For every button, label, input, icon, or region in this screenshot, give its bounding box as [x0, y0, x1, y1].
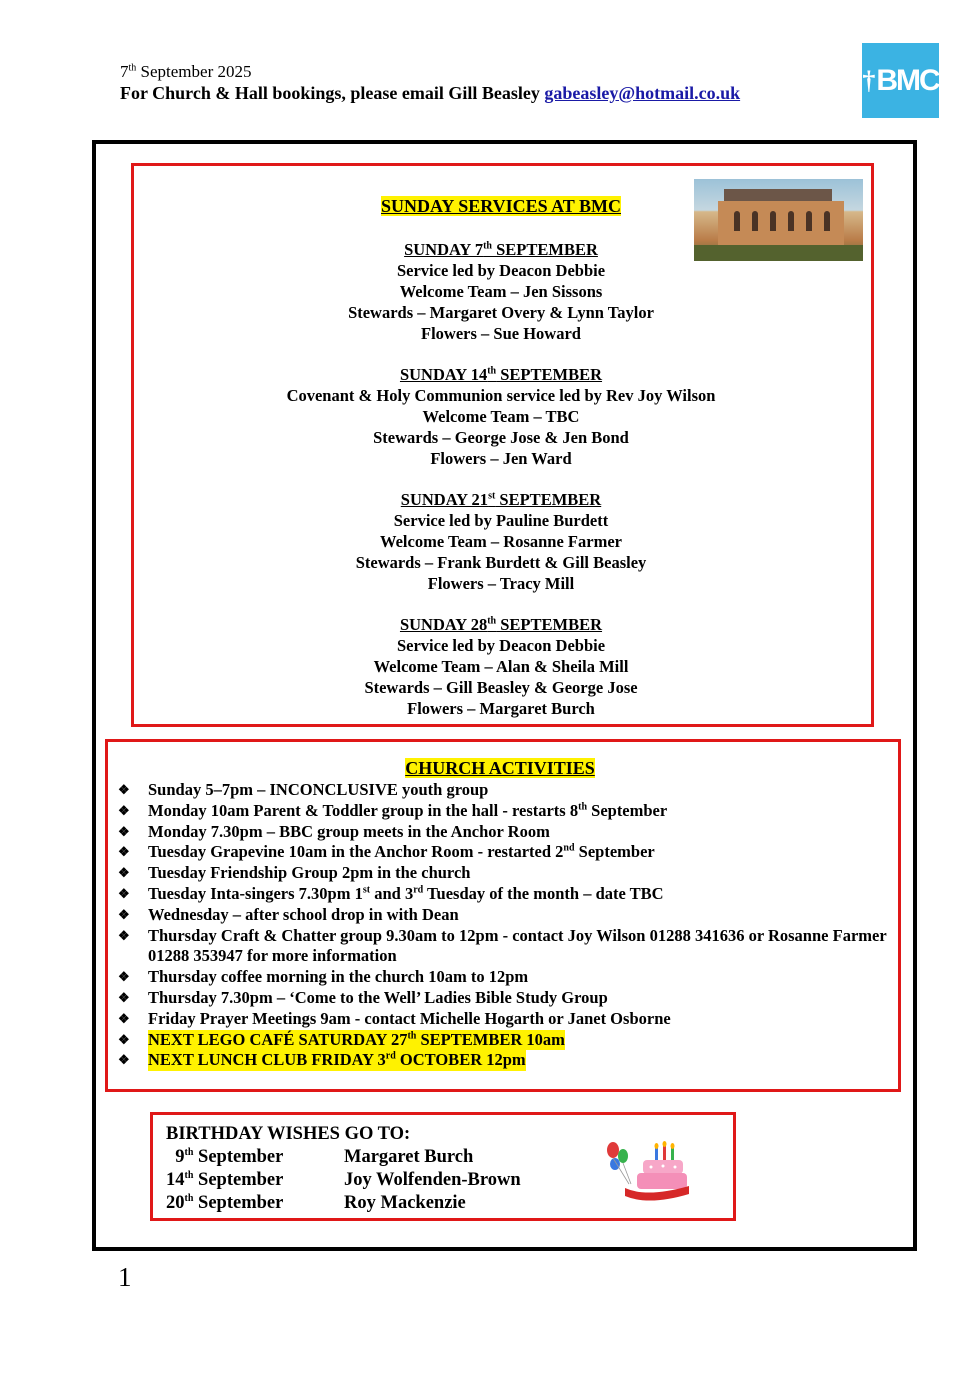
- activity-text: Thursday coffee morning in the church 10am to 12pm: [148, 967, 529, 987]
- bullet-icon: ❖: [118, 823, 130, 839]
- sunday-heading: SUNDAY 14th SEPTEMBER: [399, 365, 603, 384]
- sunday-block: SUNDAY 14th SEPTEMBER Covenant & Holy Communion service led by Rev Joy Wilson Welcome Team – TBC Stewards – George Jose & Jen Bond Flowers – Jen Ward: [131, 364, 871, 469]
- bullet-icon: ❖: [118, 989, 130, 1005]
- birthdays-title: BIRTHDAY WISHES GO TO:: [166, 1124, 411, 1144]
- bmc-logo: † BMC: [862, 43, 939, 118]
- activity-text: Tuesday Friendship Group 2pm in the church: [148, 863, 471, 883]
- activity-text: Friday Prayer Meetings 9am - contact Michelle Hogarth or Janet Osborne: [148, 1008, 671, 1028]
- activity-item: [118, 822, 888, 843]
- page-number: 1: [118, 1262, 132, 1292]
- activity-text: Thursday 7.30pm – ‘Come to the Well’ Ladies Bible Study Group: [148, 987, 608, 1007]
- activity-item: [118, 884, 888, 905]
- activity-text: Tuesday Grapevine 10am in the Anchor Room - restarted 2nd September: [148, 842, 655, 862]
- activity-item: [118, 801, 888, 822]
- bullet-icon: ❖: [118, 927, 130, 943]
- activity-text: NEXT LUNCH CLUB FRIDAY 3rd OCTOBER 12pm: [148, 1050, 526, 1070]
- sunday-heading: SUNDAY 7th SEPTEMBER: [404, 240, 598, 259]
- birthday-row: 9th September Margaret Burch: [175, 1146, 474, 1167]
- activity-text: NEXT LEGO CAFÉ SATURDAY 27th SEPTEMBER 10am: [148, 1029, 565, 1049]
- activity-item: [118, 780, 888, 801]
- activities-list: [118, 780, 888, 1071]
- bullet-icon: ❖: [118, 969, 130, 985]
- booking-email-link[interactable]: gabeasley@hotmail.co.uk: [544, 83, 741, 103]
- activity-text: Tuesday Inta-singers 7.30pm 1st and 3rd Tuesday of the month – date TBC: [148, 883, 664, 903]
- activity-item: [118, 967, 888, 988]
- bullet-icon: ❖: [118, 1010, 130, 1026]
- bullet-icon: ❖: [118, 885, 130, 901]
- bullet-icon: ❖: [118, 906, 130, 922]
- sunday-heading: SUNDAY 28th SEPTEMBER: [399, 615, 603, 634]
- activity-item: [118, 842, 888, 863]
- activity-item: [118, 926, 888, 968]
- activity-item: [118, 863, 888, 884]
- bullet-icon: ❖: [118, 1031, 130, 1047]
- activities-title: CHURCH ACTIVITIES: [405, 758, 595, 778]
- sunday-heading: SUNDAY 21st SEPTEMBER: [400, 490, 602, 509]
- activity-item: [118, 1009, 888, 1030]
- sunday-block: SUNDAY 7th SEPTEMBER Service led by Deacon Debbie Welcome Team – Jen Sissons Stewards – Margaret Overy & Lynn Taylor Flowers – Sue Howard: [131, 239, 871, 344]
- activity-text: Thursday Craft & Chatter group 9.30am to 12pm - contact Joy Wilson 01288 341636 or Rosanne Farmer 01288 353947 for more information: [148, 925, 887, 966]
- activity-text: Sunday 5–7pm – INCONCLUSIVE youth group: [148, 780, 489, 799]
- birthday-row: 14th September Joy Wolfenden-Brown: [166, 1169, 521, 1190]
- bullet-icon: ❖: [118, 782, 130, 797]
- activity-item: [118, 905, 888, 926]
- sunday-block: SUNDAY 28th SEPTEMBER Service led by Deacon Debbie Welcome Team – Alan & Sheila Mill Stewards – Gill Beasley & George Jose Flowers – Margaret Burch: [131, 614, 871, 719]
- bullet-icon: ❖: [118, 844, 130, 860]
- activity-item: [118, 1030, 888, 1051]
- birthday-cake-icon: [603, 1140, 691, 1204]
- bullet-icon: ❖: [118, 1052, 130, 1068]
- services-title: SUNDAY SERVICES AT BMC: [381, 196, 621, 216]
- sunday-block: SUNDAY 21st SEPTEMBER Service led by Pauline Burdett Welcome Team – Rosanne Farmer Stewards – Frank Burdett & Gill Beasley Flowers – Tracy Mill: [131, 489, 871, 594]
- activity-text: Monday 10am Parent & Toddler group in the hall - restarts 8th September: [148, 800, 668, 820]
- activity-item: [118, 988, 888, 1009]
- cross-icon: †: [862, 65, 876, 95]
- booking-notice: For Church & Hall bookings, please email Gill Beasley gabeasley@hotmail.co.uk: [120, 83, 741, 103]
- activity-item: [118, 1050, 888, 1071]
- activity-text: Monday 7.30pm – BBC group meets in the Anchor Room: [148, 821, 550, 841]
- newsletter-date: 7th September 2025: [120, 62, 252, 81]
- activity-text: Wednesday – after school drop in with Dean: [148, 904, 459, 924]
- bullet-icon: ❖: [118, 802, 130, 818]
- birthday-row: 20th September Roy Mackenzie: [166, 1192, 466, 1213]
- bullet-icon: ❖: [118, 865, 130, 881]
